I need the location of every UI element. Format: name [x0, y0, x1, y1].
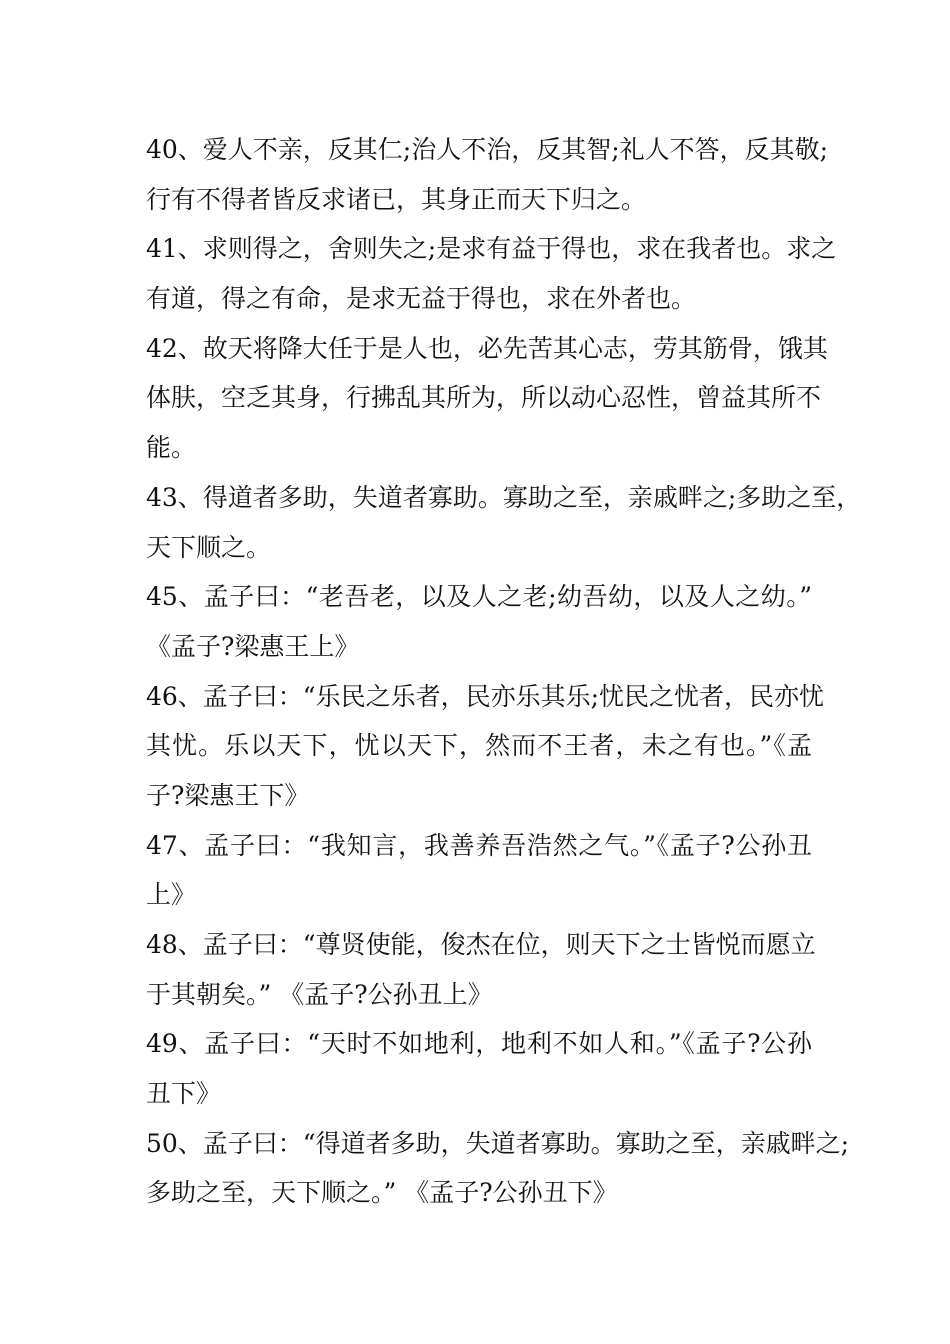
entry-48 [146, 920, 816, 1019]
entry-line: 丑下》 [146, 1079, 222, 1109]
entry-42 [146, 324, 828, 473]
entry-line: 有道，得之有命，是求无益于得也，求在外者也。 [146, 284, 697, 314]
entry-47 [146, 821, 812, 920]
entry-line: 上》 [146, 880, 197, 910]
entry-line: 48、孟子曰：“尊贤使能，俊杰在位，则天下之士皆悦而愿立 [146, 930, 816, 959]
entry-line: 42、故天将降大任于是人也，必先苦其心志，劳其筋骨，饿其 [146, 333, 828, 363]
entry-line: 47、孟子曰：“我知言，我善养吾浩然之气。”《孟子?公孙丑 [146, 830, 812, 860]
entry-45 [146, 572, 812, 671]
entry-line: 天下顺之。 [146, 532, 272, 562]
entry-line: 49、孟子曰：“天时不如地利，地利不如人和。”《孟子?公孙 [146, 1029, 812, 1059]
entry-40 [146, 125, 829, 224]
entry-line: 41、求则得之，舍则失之;是求有益于得也，求在我者也。求之 [146, 234, 837, 264]
entry-43 [146, 473, 862, 572]
entry-41 [146, 224, 837, 323]
entry-line: 多助之至，天下顺之。” 《孟子?公孙丑下》 [146, 1178, 618, 1208]
entry-line: 46、孟子曰：“乐民之乐者，民亦乐其乐;忧民之忧者，民亦忧 [146, 681, 825, 711]
entry-50 [146, 1119, 850, 1218]
entry-line: 《孟子?梁惠王上》 [146, 631, 360, 661]
entry-line: 子?梁惠王下》 [146, 780, 310, 810]
entry-49 [146, 1019, 812, 1118]
entry-line: 于其朝矣。” 《孟子?公孙丑上》 [146, 979, 493, 1009]
entry-line: 体肤，空乏其身，行拂乱其所为，所以动心忍性，曾益其所不 [146, 383, 822, 413]
entry-46 [146, 672, 825, 821]
entry-line: 其忧。乐以天下，忧以天下，然而不王者，未之有也。”《孟 [146, 731, 812, 761]
entry-line: 能。 [146, 433, 197, 463]
entry-line: 45、孟子曰：“老吾老，以及人之老;幼吾幼，以及人之幼。” [146, 582, 812, 612]
entry-line: 50、孟子曰：“得道者多助，失道者寡助。寡助之至，亲戚畔之; [146, 1128, 850, 1158]
entry-line: 行有不得者皆反求诸已，其身正而天下归之。 [146, 184, 647, 214]
entry-line: 43、得道者多助，失道者寡助。寡助之至，亲戚畔之;多助之至， [146, 482, 862, 512]
document-body [146, 125, 862, 1218]
entry-line: 40、爱人不亲，反其仁;治人不治，反其智;礼人不答，反其敬; [146, 135, 829, 164]
